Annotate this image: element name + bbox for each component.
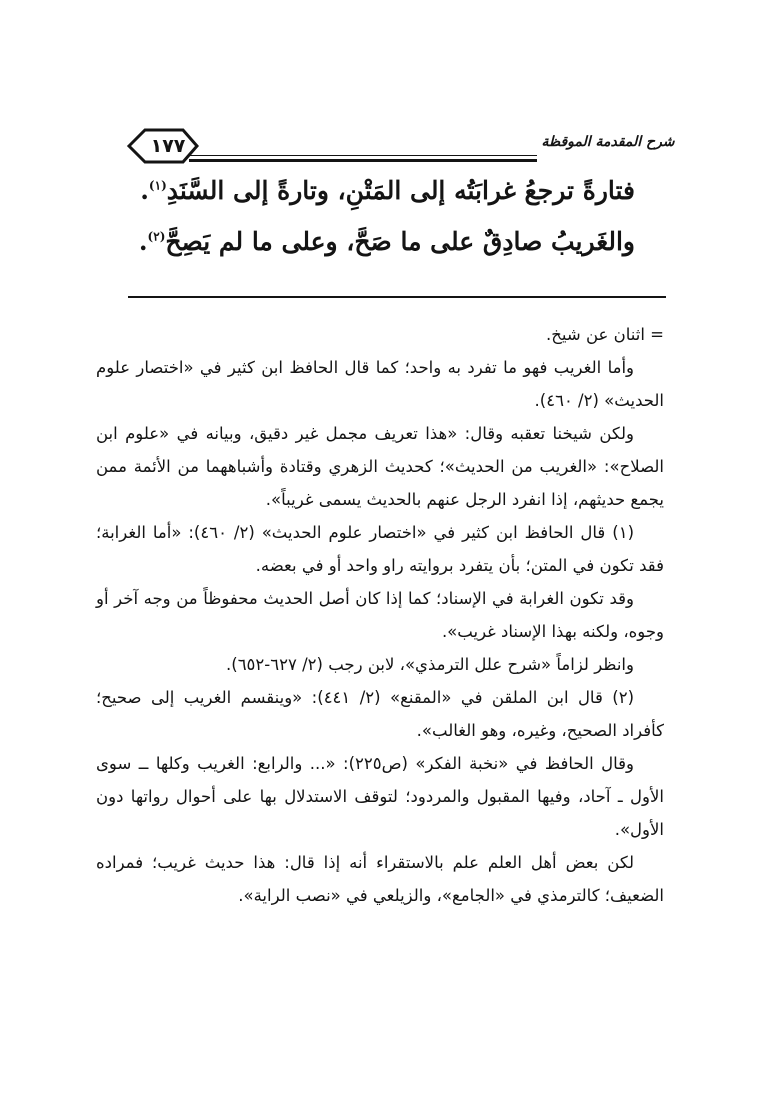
footnote-ref-1: (١) [148, 178, 167, 193]
matn-line-2: والغَريبُ صادِقٌ على ما صَحَّ، وعلى ما لم يَصِحَّ$^{(٢)}$. [138, 227, 635, 256]
matn-text-2: والغَريبُ صادِقٌ على ما صَحَّ، وعلى ما لم يَصِحَّ [165, 227, 635, 256]
header-rule-thick [189, 159, 537, 162]
footnote-paragraph: ولكن شيخنا تعقبه وقال: «هذا تعريف مجمل غير دقيق، وبيانه في «علوم ابن الصلاح»: «الغريب من الحديث»؛ كحديث الزهري وقتادة وأشباههما من الأئمة ممن يجمع حديثهم، إذا انفرد الرجل عنهم بالحديث يسمى غريباً». [96, 424, 664, 509]
header-rule [189, 155, 537, 156]
footnote-paragraph: وقد تكون الغرابة في الإسناد؛ كما إذا كان أصل الحديث محفوظاً من وجه آخر أو وجوه، ولكنه بهذا الإسناد غريب». [96, 589, 664, 641]
footnote-paragraph: (١) قال الحافظ ابن كثير في «اختصار علوم الحديث» (٢/ ٤٦٠): «أما الغرابة؛ فقد تكون في المتن؛ بأن يتفرد بروايته راو واحد أو في بعضه. [96, 523, 664, 575]
footnote-paragraph: لكن بعض أهل العلم علم بالاستقراء أنه إذا قال: هذا حديث غريب؛ فمراده الضعيف؛ كالترمذي في «الجامع»، والزيلعي في «نصب الراية». [96, 853, 664, 905]
footnote-ref-2: (٢) [147, 229, 166, 244]
page-number: ١٧٧ [150, 135, 186, 157]
footnote-paragraph: وأما الغريب فهو ما تفرد به واحد؛ كما قال الحافظ ابن كثير في «اختصار علوم الحديث» (٢/ ٤٦٠). [96, 358, 664, 410]
matn-line-1: فتارةً ترجعُ غرابَتُه إلى المَتْنِ، وتارةً إلى السَّنَدِ$^{(١)}$. [140, 176, 635, 205]
footnote-separator [128, 296, 666, 298]
footnote-paragraph: وقال الحافظ في «نخبة الفكر» (ص٢٢٥): «... والرابع: الغريب وكلها ــ سوى الأول ـ آحاد، وفيها المقبول والمردود؛ لتوقف الاستدلال بها على أحوال رواتها دون الأول». [96, 754, 664, 839]
footnote-paragraph: = اثنان عن شيخ. [546, 325, 664, 344]
page-header [125, 126, 677, 176]
running-title: شرح المقدمة الموقظة [541, 134, 675, 150]
matn-text-1: فتارةً ترجعُ غرابَتُه إلى المَتْنِ، وتارةً إلى السَّنَدِ [166, 176, 635, 205]
footnote-paragraph: وانظر لزاماً «شرح علل الترمذي»، لابن رجب (٢/ ٦٢٧-٦٥٢). [226, 655, 634, 674]
footnote-paragraph: (٢) قال ابن الملقن في «المقنع» (٢/ ٤٤١): «وينقسم الغريب إلى صحيح؛ كأفراد الصحيح، وغيره، وهو الغالب». [96, 688, 664, 740]
footnotes [96, 318, 664, 912]
